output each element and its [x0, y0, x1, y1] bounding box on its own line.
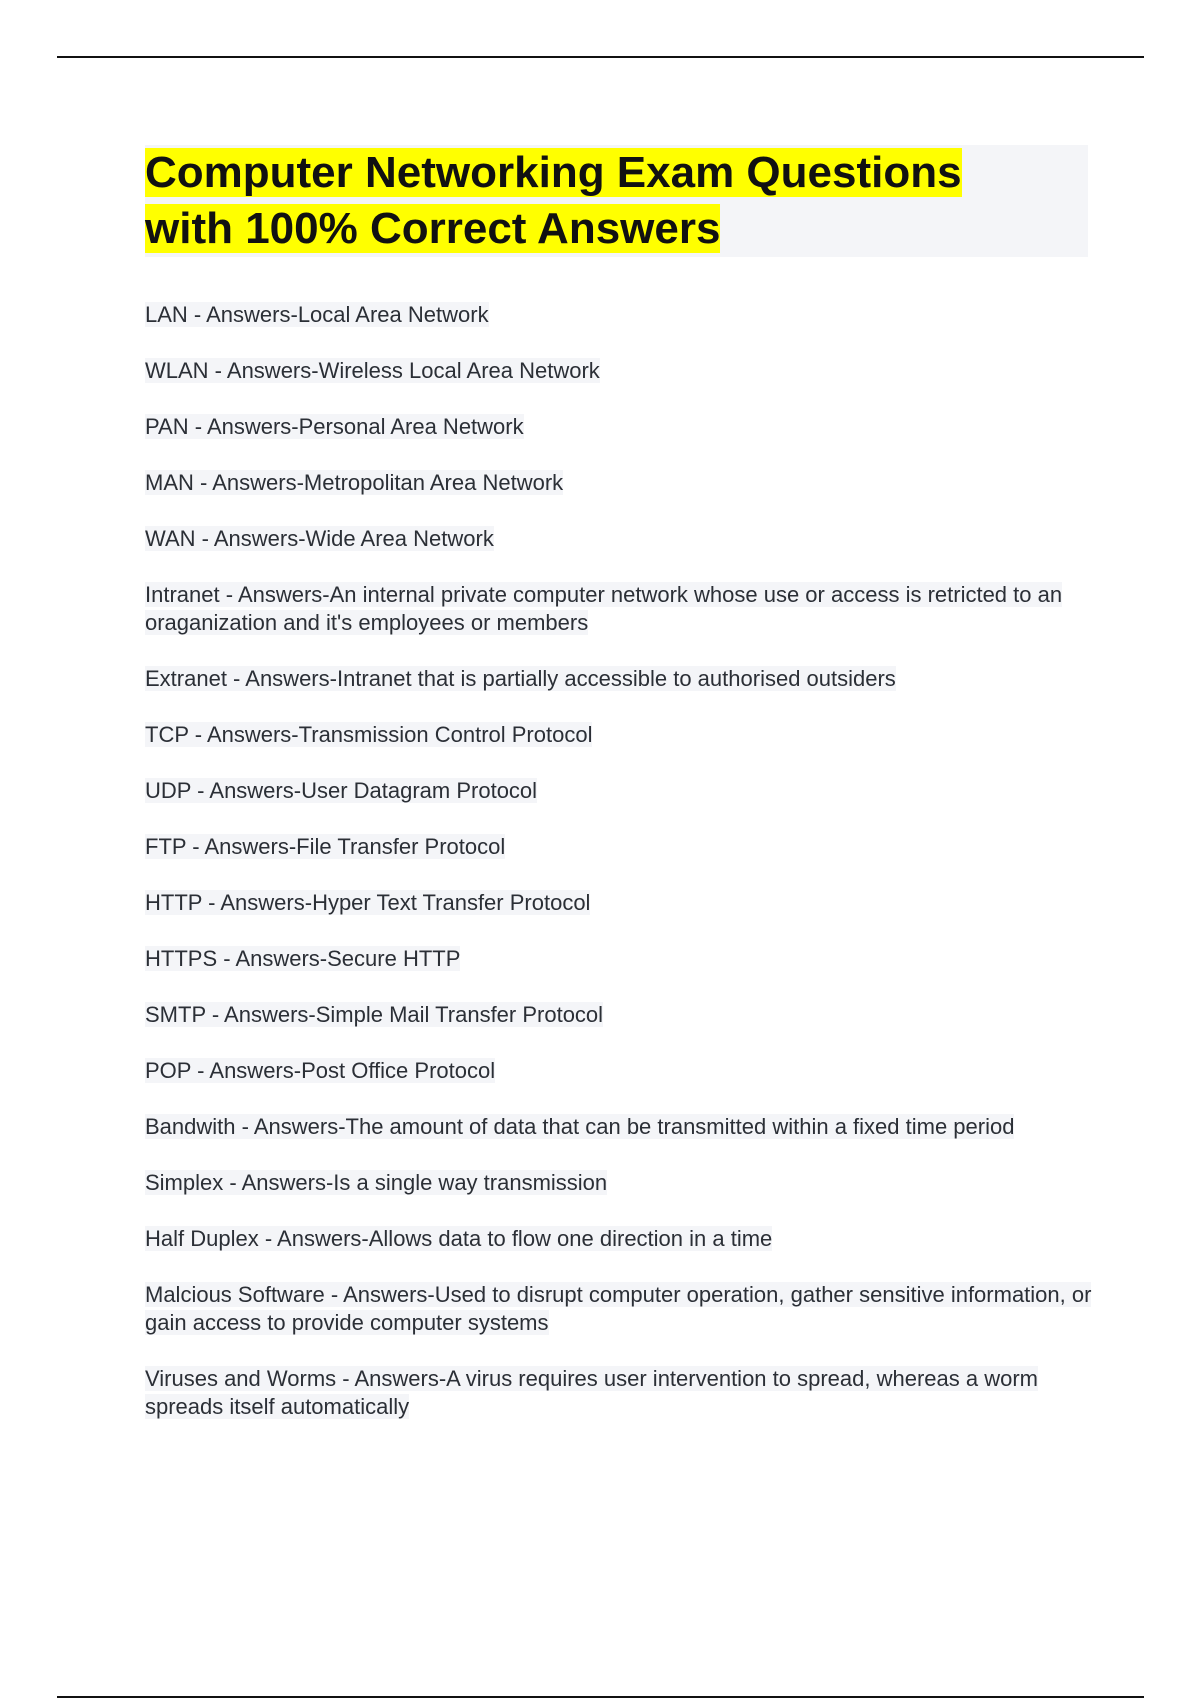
qa-text: Viruses and Worms - Answers-A virus requires user intervention to spread, whereas a worm spreads itself automatically	[145, 1366, 1038, 1419]
qa-item-malicious-software	[145, 1281, 1095, 1337]
qa-text: POP - Answers-Post Office Protocol	[145, 1058, 496, 1083]
qa-list	[145, 301, 1095, 1449]
qa-item-lan	[145, 301, 1095, 329]
page-title	[145, 145, 1088, 257]
qa-text: Malcious Software - Answers-Used to disrupt computer operation, gather sensitive information, or gain access to provide computer systems	[145, 1282, 1092, 1335]
footer-rule	[57, 1696, 1144, 1698]
qa-text: HTTPS - Answers-Secure HTTP	[145, 946, 461, 971]
qa-item-viruses-and-worms	[145, 1365, 1095, 1421]
qa-item-extranet	[145, 665, 1095, 693]
qa-text: UDP - Answers-User Datagram Protocol	[145, 778, 538, 803]
title-line-1: Computer Networking Exam Questions	[145, 148, 962, 197]
qa-text: WLAN - Answers-Wireless Local Area Network	[145, 358, 600, 383]
qa-text: WAN - Answers-Wide Area Network	[145, 526, 494, 551]
qa-item-bandwith	[145, 1113, 1095, 1141]
qa-item-intranet	[145, 581, 1095, 637]
qa-text: SMTP - Answers-Simple Mail Transfer Protocol	[145, 1002, 604, 1027]
qa-item-pop	[145, 1057, 1095, 1085]
qa-text: FTP - Answers-File Transfer Protocol	[145, 834, 506, 859]
qa-item-wlan	[145, 357, 1095, 385]
qa-item-wan	[145, 525, 1095, 553]
qa-item-http	[145, 889, 1095, 917]
qa-text: Extranet - Answers-Intranet that is partially accessible to authorised outsiders	[145, 666, 896, 691]
qa-text: LAN - Answers-Local Area Network	[145, 302, 489, 327]
qa-text: TCP - Answers-Transmission Control Protocol	[145, 722, 593, 747]
qa-item-smtp	[145, 1001, 1095, 1029]
qa-item-https	[145, 945, 1095, 973]
qa-text: Simplex - Answers-Is a single way transmission	[145, 1170, 608, 1195]
title-block	[145, 145, 1088, 257]
qa-text: MAN - Answers-Metropolitan Area Network	[145, 470, 564, 495]
qa-text: Bandwith - Answers-The amount of data that can be transmitted within a fixed time period	[145, 1114, 1015, 1139]
title-line-2: with 100% Correct Answers	[145, 204, 721, 253]
qa-item-half-duplex	[145, 1225, 1095, 1253]
qa-item-simplex	[145, 1169, 1095, 1197]
qa-text: Intranet - Answers-An internal private computer network whose use or access is retricted to an oraganization and it's employees or members	[145, 582, 1063, 635]
qa-text: HTTP - Answers-Hyper Text Transfer Protocol	[145, 890, 591, 915]
qa-item-pan	[145, 413, 1095, 441]
header-rule	[57, 56, 1144, 58]
qa-text: Half Duplex - Answers-Allows data to flow one direction in a time	[145, 1226, 773, 1251]
qa-item-udp	[145, 777, 1095, 805]
qa-item-tcp	[145, 721, 1095, 749]
qa-item-ftp	[145, 833, 1095, 861]
qa-item-man	[145, 469, 1095, 497]
qa-text: PAN - Answers-Personal Area Network	[145, 414, 524, 439]
